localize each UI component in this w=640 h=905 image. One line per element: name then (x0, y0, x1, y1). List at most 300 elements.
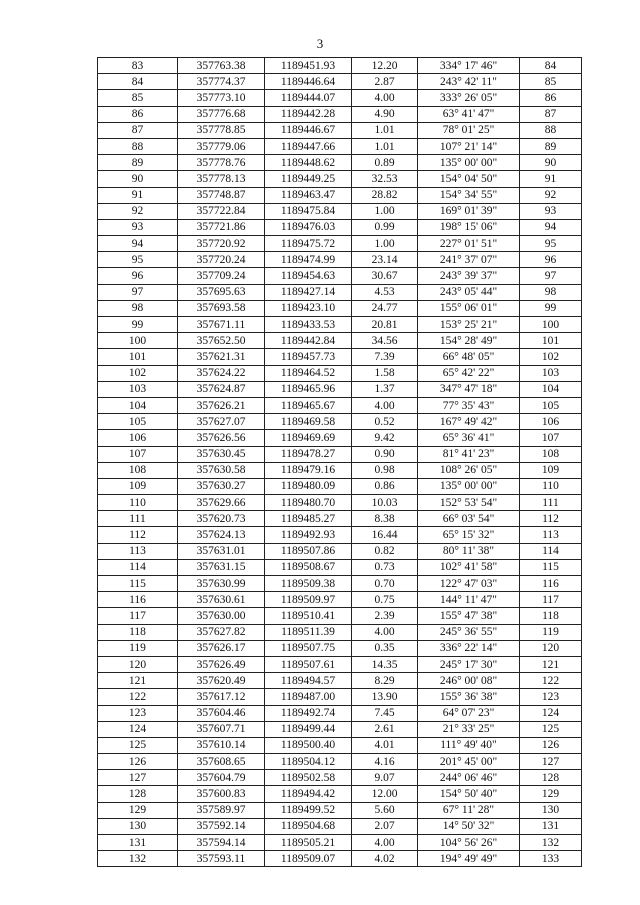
distance-cell: 0.86 (352, 478, 418, 494)
point-number-cell: 101 (98, 349, 178, 365)
direction-angle-cell: 154° 28' 49" (418, 333, 520, 349)
next-point-cell: 133 (520, 851, 582, 867)
x-coordinate-cell: 357592.14 (178, 818, 265, 834)
distance-cell: 5.60 (352, 802, 418, 818)
x-coordinate-cell: 357773.10 (178, 90, 265, 106)
direction-angle-cell: 155° 36' 38" (418, 689, 520, 705)
direction-angle-cell: 154° 34' 55" (418, 187, 520, 203)
point-number-cell: 120 (98, 656, 178, 672)
x-coordinate-cell: 357630.58 (178, 462, 265, 478)
x-coordinate-cell: 357778.13 (178, 171, 265, 187)
x-coordinate-cell: 357607.71 (178, 721, 265, 737)
next-point-cell: 117 (520, 592, 582, 608)
x-coordinate-cell: 357624.22 (178, 365, 265, 381)
next-point-cell: 109 (520, 462, 582, 478)
x-coordinate-cell: 357630.45 (178, 446, 265, 462)
x-coordinate-cell: 357620.73 (178, 511, 265, 527)
table-row (98, 835, 582, 851)
table-row (98, 559, 582, 575)
table-row (98, 203, 582, 219)
y-coordinate-cell: 1189508.67 (265, 559, 352, 575)
point-number-cell: 128 (98, 786, 178, 802)
x-coordinate-cell: 357627.07 (178, 414, 265, 430)
next-point-cell: 101 (520, 333, 582, 349)
table-row (98, 317, 582, 333)
y-coordinate-cell: 1189442.28 (265, 106, 352, 122)
y-coordinate-cell: 1189475.72 (265, 236, 352, 252)
table-row (98, 495, 582, 511)
y-coordinate-cell: 1189454.63 (265, 268, 352, 284)
distance-cell: 2.61 (352, 721, 418, 737)
x-coordinate-cell: 357627.82 (178, 624, 265, 640)
next-point-cell: 127 (520, 754, 582, 770)
distance-cell: 0.75 (352, 592, 418, 608)
x-coordinate-cell: 357722.84 (178, 203, 265, 219)
y-coordinate-cell: 1189499.52 (265, 802, 352, 818)
table-row (98, 543, 582, 559)
next-point-cell: 107 (520, 430, 582, 446)
table-row (98, 592, 582, 608)
point-number-cell: 90 (98, 171, 178, 187)
distance-cell: 28.82 (352, 187, 418, 203)
next-point-cell: 98 (520, 284, 582, 300)
y-coordinate-cell: 1189446.64 (265, 74, 352, 90)
direction-angle-cell: 154° 04' 50" (418, 171, 520, 187)
next-point-cell: 126 (520, 737, 582, 753)
distance-cell: 7.39 (352, 349, 418, 365)
x-coordinate-cell: 357604.46 (178, 705, 265, 721)
distance-cell: 13.90 (352, 689, 418, 705)
x-coordinate-cell: 357624.87 (178, 381, 265, 397)
next-point-cell: 89 (520, 138, 582, 154)
point-number-cell: 129 (98, 802, 178, 818)
table-row (98, 511, 582, 527)
table-row (98, 576, 582, 592)
next-point-cell: 131 (520, 818, 582, 834)
x-coordinate-cell: 357630.61 (178, 592, 265, 608)
y-coordinate-cell: 1189433.53 (265, 317, 352, 333)
point-number-cell: 86 (98, 106, 178, 122)
table-row (98, 446, 582, 462)
point-number-cell: 95 (98, 252, 178, 268)
y-coordinate-cell: 1189465.96 (265, 381, 352, 397)
x-coordinate-cell: 357778.85 (178, 122, 265, 138)
point-number-cell: 126 (98, 754, 178, 770)
distance-cell: 0.99 (352, 219, 418, 235)
direction-angle-cell: 227° 01' 51" (418, 236, 520, 252)
table-row (98, 721, 582, 737)
table-row (98, 414, 582, 430)
direction-angle-cell: 104° 56' 26" (418, 835, 520, 851)
distance-cell: 0.70 (352, 576, 418, 592)
table-row (98, 236, 582, 252)
y-coordinate-cell: 1189474.99 (265, 252, 352, 268)
table-row (98, 219, 582, 235)
point-number-cell: 117 (98, 608, 178, 624)
x-coordinate-cell: 357720.24 (178, 252, 265, 268)
table-row (98, 705, 582, 721)
direction-angle-cell: 194° 49' 49" (418, 851, 520, 867)
x-coordinate-cell: 357626.17 (178, 640, 265, 656)
table-row (98, 656, 582, 672)
direction-angle-cell: 153° 25' 21" (418, 317, 520, 333)
distance-cell: 8.29 (352, 673, 418, 689)
point-number-cell: 89 (98, 155, 178, 171)
distance-cell: 10.03 (352, 495, 418, 511)
distance-cell: 12.00 (352, 786, 418, 802)
point-number-cell: 124 (98, 721, 178, 737)
point-number-cell: 115 (98, 576, 178, 592)
direction-angle-cell: 167° 49' 42" (418, 414, 520, 430)
x-coordinate-cell: 357774.37 (178, 74, 265, 90)
x-coordinate-cell: 357617.12 (178, 689, 265, 705)
table-row (98, 802, 582, 818)
distance-cell: 0.89 (352, 155, 418, 171)
table-row (98, 381, 582, 397)
table-row (98, 673, 582, 689)
distance-cell: 1.01 (352, 122, 418, 138)
y-coordinate-cell: 1189494.57 (265, 673, 352, 689)
point-number-cell: 96 (98, 268, 178, 284)
distance-cell: 1.00 (352, 203, 418, 219)
next-point-cell: 94 (520, 219, 582, 235)
next-point-cell: 86 (520, 90, 582, 106)
next-point-cell: 122 (520, 673, 582, 689)
x-coordinate-cell: 357763.38 (178, 58, 265, 74)
x-coordinate-cell: 357778.76 (178, 155, 265, 171)
distance-cell: 20.81 (352, 317, 418, 333)
direction-angle-cell: 336° 22' 14" (418, 640, 520, 656)
point-number-cell: 106 (98, 430, 178, 446)
next-point-cell: 123 (520, 689, 582, 705)
direction-angle-cell: 63° 41' 47" (418, 106, 520, 122)
distance-cell: 4.02 (352, 851, 418, 867)
page-number: 3 (316, 36, 324, 51)
direction-angle-cell: 243° 05' 44" (418, 284, 520, 300)
x-coordinate-cell: 357630.27 (178, 478, 265, 494)
table-row (98, 818, 582, 834)
next-point-cell: 88 (520, 122, 582, 138)
distance-cell: 34.56 (352, 333, 418, 349)
direction-angle-cell: 77° 35' 43" (418, 397, 520, 413)
distance-cell: 4.00 (352, 90, 418, 106)
distance-cell: 12.20 (352, 58, 418, 74)
direction-angle-cell: 66° 48' 05" (418, 349, 520, 365)
y-coordinate-cell: 1189479.16 (265, 462, 352, 478)
x-coordinate-cell: 357631.15 (178, 559, 265, 575)
distance-cell: 4.00 (352, 624, 418, 640)
next-point-cell: 96 (520, 252, 582, 268)
table-row (98, 155, 582, 171)
next-point-cell: 93 (520, 203, 582, 219)
next-point-cell: 99 (520, 300, 582, 316)
table-row (98, 689, 582, 705)
y-coordinate-cell: 1189444.07 (265, 90, 352, 106)
y-coordinate-cell: 1189509.07 (265, 851, 352, 867)
next-point-cell: 104 (520, 381, 582, 397)
direction-angle-cell: 81° 41' 23" (418, 446, 520, 462)
distance-cell: 0.98 (352, 462, 418, 478)
point-number-cell: 102 (98, 365, 178, 381)
direction-angle-cell: 80° 11' 38" (418, 543, 520, 559)
x-coordinate-cell: 357652.50 (178, 333, 265, 349)
next-point-cell: 132 (520, 835, 582, 851)
distance-cell: 7.45 (352, 705, 418, 721)
x-coordinate-cell: 357604.79 (178, 770, 265, 786)
y-coordinate-cell: 1189442.84 (265, 333, 352, 349)
point-number-cell: 109 (98, 478, 178, 494)
table-row (98, 430, 582, 446)
table-row (98, 349, 582, 365)
y-coordinate-cell: 1189465.67 (265, 397, 352, 413)
y-coordinate-cell: 1189457.73 (265, 349, 352, 365)
distance-cell: 0.90 (352, 446, 418, 462)
table-row (98, 187, 582, 203)
x-coordinate-cell: 357626.56 (178, 430, 265, 446)
x-coordinate-cell: 357593.11 (178, 851, 265, 867)
point-number-cell: 114 (98, 559, 178, 575)
next-point-cell: 115 (520, 559, 582, 575)
distance-cell: 1.00 (352, 236, 418, 252)
y-coordinate-cell: 1189499.44 (265, 721, 352, 737)
table-row (98, 624, 582, 640)
direction-angle-cell: 333° 26' 05" (418, 90, 520, 106)
direction-angle-cell: 243° 39' 37" (418, 268, 520, 284)
direction-angle-cell: 111° 49' 40" (418, 737, 520, 753)
next-point-cell: 87 (520, 106, 582, 122)
table-row (98, 333, 582, 349)
next-point-cell: 100 (520, 317, 582, 333)
distance-cell: 4.16 (352, 754, 418, 770)
point-number-cell: 100 (98, 333, 178, 349)
y-coordinate-cell: 1189500.40 (265, 737, 352, 753)
y-coordinate-cell: 1189464.52 (265, 365, 352, 381)
y-coordinate-cell: 1189485.27 (265, 511, 352, 527)
distance-cell: 2.39 (352, 608, 418, 624)
point-number-cell: 118 (98, 624, 178, 640)
direction-angle-cell: 65° 15' 32" (418, 527, 520, 543)
distance-cell: 4.01 (352, 737, 418, 753)
next-point-cell: 128 (520, 770, 582, 786)
point-number-cell: 91 (98, 187, 178, 203)
next-point-cell: 92 (520, 187, 582, 203)
next-point-cell: 85 (520, 74, 582, 90)
x-coordinate-cell: 357695.63 (178, 284, 265, 300)
distance-cell: 24.77 (352, 300, 418, 316)
y-coordinate-cell: 1189449.25 (265, 171, 352, 187)
point-number-cell: 87 (98, 122, 178, 138)
table-row (98, 851, 582, 867)
direction-angle-cell: 245° 17' 30" (418, 656, 520, 672)
table-row (98, 786, 582, 802)
distance-cell: 1.37 (352, 381, 418, 397)
next-point-cell: 95 (520, 236, 582, 252)
direction-angle-cell: 78° 01' 25" (418, 122, 520, 138)
distance-cell: 14.35 (352, 656, 418, 672)
y-coordinate-cell: 1189510.41 (265, 608, 352, 624)
distance-cell: 4.00 (352, 835, 418, 851)
x-coordinate-cell: 357610.14 (178, 737, 265, 753)
distance-cell: 1.58 (352, 365, 418, 381)
point-number-cell: 112 (98, 527, 178, 543)
x-coordinate-cell: 357721.86 (178, 219, 265, 235)
direction-angle-cell: 108° 26' 05" (418, 462, 520, 478)
distance-cell: 4.00 (352, 397, 418, 413)
table-row (98, 608, 582, 624)
distance-cell: 9.42 (352, 430, 418, 446)
y-coordinate-cell: 1189502.58 (265, 770, 352, 786)
y-coordinate-cell: 1189480.70 (265, 495, 352, 511)
direction-angle-cell: 347° 47' 18" (418, 381, 520, 397)
y-coordinate-cell: 1189492.74 (265, 705, 352, 721)
point-number-cell: 130 (98, 818, 178, 834)
distance-cell: 9.07 (352, 770, 418, 786)
point-number-cell: 97 (98, 284, 178, 300)
table-row (98, 90, 582, 106)
direction-angle-cell: 169° 01' 39" (418, 203, 520, 219)
next-point-cell: 111 (520, 495, 582, 511)
point-number-cell: 88 (98, 138, 178, 154)
x-coordinate-cell: 357626.21 (178, 397, 265, 413)
x-coordinate-cell: 357630.00 (178, 608, 265, 624)
y-coordinate-cell: 1189478.27 (265, 446, 352, 462)
coordinates-table (97, 57, 582, 867)
direction-angle-cell: 67° 11' 28" (418, 802, 520, 818)
point-number-cell: 131 (98, 835, 178, 851)
point-number-cell: 132 (98, 851, 178, 867)
distance-cell: 0.52 (352, 414, 418, 430)
next-point-cell: 106 (520, 414, 582, 430)
point-number-cell: 99 (98, 317, 178, 333)
table-row (98, 397, 582, 413)
direction-angle-cell: 154° 50' 40" (418, 786, 520, 802)
point-number-cell: 121 (98, 673, 178, 689)
distance-cell: 32.53 (352, 171, 418, 187)
distance-cell: 0.82 (352, 543, 418, 559)
table-row (98, 737, 582, 753)
direction-angle-cell: 122° 47' 03" (418, 576, 520, 592)
y-coordinate-cell: 1189507.75 (265, 640, 352, 656)
point-number-cell: 127 (98, 770, 178, 786)
distance-cell: 30.67 (352, 268, 418, 284)
next-point-cell: 114 (520, 543, 582, 559)
table-row (98, 268, 582, 284)
point-number-cell: 92 (98, 203, 178, 219)
point-number-cell: 85 (98, 90, 178, 106)
direction-angle-cell: 66° 03' 54" (418, 511, 520, 527)
x-coordinate-cell: 357620.49 (178, 673, 265, 689)
next-point-cell: 102 (520, 349, 582, 365)
point-number-cell: 94 (98, 236, 178, 252)
y-coordinate-cell: 1189469.69 (265, 430, 352, 446)
table-row (98, 138, 582, 154)
point-number-cell: 125 (98, 737, 178, 753)
y-coordinate-cell: 1189509.97 (265, 592, 352, 608)
point-number-cell: 110 (98, 495, 178, 511)
y-coordinate-cell: 1189475.84 (265, 203, 352, 219)
direction-angle-cell: 198° 15' 06" (418, 219, 520, 235)
y-coordinate-cell: 1189476.03 (265, 219, 352, 235)
table-row (98, 106, 582, 122)
y-coordinate-cell: 1189511.39 (265, 624, 352, 640)
y-coordinate-cell: 1189427.14 (265, 284, 352, 300)
direction-angle-cell: 14° 50' 32" (418, 818, 520, 834)
next-point-cell: 110 (520, 478, 582, 494)
distance-cell: 2.07 (352, 818, 418, 834)
direction-angle-cell: 64° 07' 23" (418, 705, 520, 721)
table-row (98, 252, 582, 268)
direction-angle-cell: 246° 00' 08" (418, 673, 520, 689)
direction-angle-cell: 334° 17' 46" (418, 58, 520, 74)
table-row (98, 478, 582, 494)
point-number-cell: 104 (98, 397, 178, 413)
table-row (98, 300, 582, 316)
y-coordinate-cell: 1189446.67 (265, 122, 352, 138)
table-row (98, 754, 582, 770)
direction-angle-cell: 65° 36' 41" (418, 430, 520, 446)
x-coordinate-cell: 357626.49 (178, 656, 265, 672)
y-coordinate-cell: 1189494.42 (265, 786, 352, 802)
next-point-cell: 118 (520, 608, 582, 624)
direction-angle-cell: 65° 42' 22" (418, 365, 520, 381)
next-point-cell: 112 (520, 511, 582, 527)
point-number-cell: 105 (98, 414, 178, 430)
x-coordinate-cell: 357594.14 (178, 835, 265, 851)
x-coordinate-cell: 357776.68 (178, 106, 265, 122)
y-coordinate-cell: 1189451.93 (265, 58, 352, 74)
point-number-cell: 116 (98, 592, 178, 608)
next-point-cell: 91 (520, 171, 582, 187)
point-number-cell: 113 (98, 543, 178, 559)
y-coordinate-cell: 1189507.86 (265, 543, 352, 559)
table-row (98, 284, 582, 300)
table-row (98, 171, 582, 187)
direction-angle-cell: 245° 36' 55" (418, 624, 520, 640)
direction-angle-cell: 135° 00' 00" (418, 155, 520, 171)
distance-cell: 0.35 (352, 640, 418, 656)
distance-cell: 4.90 (352, 106, 418, 122)
table-body (98, 58, 582, 867)
x-coordinate-cell: 357631.01 (178, 543, 265, 559)
distance-cell: 2.87 (352, 74, 418, 90)
y-coordinate-cell: 1189480.09 (265, 478, 352, 494)
distance-cell: 1.01 (352, 138, 418, 154)
y-coordinate-cell: 1189504.12 (265, 754, 352, 770)
y-coordinate-cell: 1189447.66 (265, 138, 352, 154)
next-point-cell: 97 (520, 268, 582, 284)
y-coordinate-cell: 1189492.93 (265, 527, 352, 543)
table-row (98, 462, 582, 478)
next-point-cell: 119 (520, 624, 582, 640)
y-coordinate-cell: 1189487.00 (265, 689, 352, 705)
point-number-cell: 93 (98, 219, 178, 235)
x-coordinate-cell: 357630.99 (178, 576, 265, 592)
distance-cell: 16.44 (352, 527, 418, 543)
next-point-cell: 124 (520, 705, 582, 721)
point-number-cell: 83 (98, 58, 178, 74)
x-coordinate-cell: 357720.92 (178, 236, 265, 252)
next-point-cell: 113 (520, 527, 582, 543)
point-number-cell: 107 (98, 446, 178, 462)
table-row (98, 122, 582, 138)
next-point-cell: 105 (520, 397, 582, 413)
x-coordinate-cell: 357629.66 (178, 495, 265, 511)
distance-cell: 0.73 (352, 559, 418, 575)
x-coordinate-cell: 357624.13 (178, 527, 265, 543)
table-row (98, 770, 582, 786)
next-point-cell: 120 (520, 640, 582, 656)
y-coordinate-cell: 1189469.58 (265, 414, 352, 430)
